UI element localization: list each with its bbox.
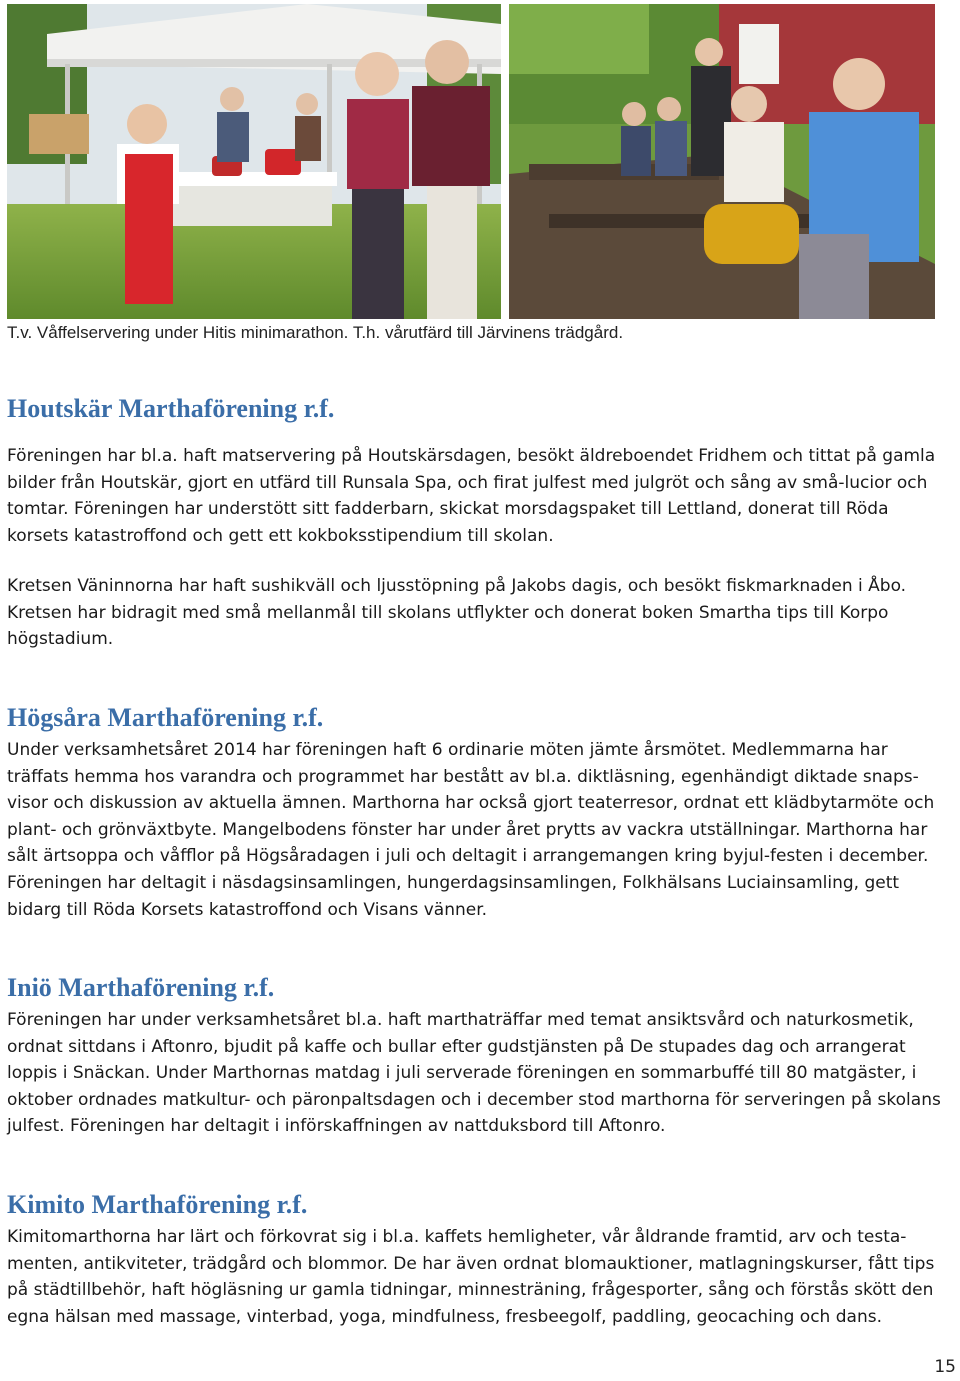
section-heading-inio: Iniö Marthaförening r.f. [7, 973, 275, 1002]
photo-caption: T.v. Våffelservering under Hitis minimarathon. T.h. vårutfärd till Järvinens trädgård. [7, 323, 624, 342]
section-heading-hogsara: Högsåra Marthaförening r.f. [7, 703, 324, 732]
photo-waffle-serving [7, 4, 501, 319]
photo-waffle-serving-illustration [7, 4, 501, 319]
paragraph-hogsara-1: Under verksamhetsåret 2014 har föreningen haft 6 ordinarie möten jämte årsmötet. Medlemmarna har träffats hemma hos varandra och programmet har bestått av bl.a. diktläsning, egenhändigt diktade snaps-visor och diskussion av aktuella ämnen. Marthorna har också gjort teaterresor, ordnat ett klädbytarmöte och plant- och grönväxtbyte. Mangelbodens fönster har under året prytts av vackra utställningar. Marthorna har sålt ärtsoppa och våfflor på Högsåradagen i juli och deltagit i arrangemangen kring byjul-festen i december. Föreningen har deltagit i näsdagsinsamlingen, hungerdagsinsamlingen, Folkhälsans Luciainsamling, gett bidarg till Röda Korsets katastroffond och Visans vänner. [7, 740, 935, 920]
paragraph-kimito-1: Kimitomarthorna har lärt och förkovrat sig i bl.a. kaffets hemligheter, vår åldrande framtid, arv och testa-menten, antikviteter, trädgård och blommor. De har även ordnat blomauktioner, matlagningskurser, fått tips på städtillbehör, haft högläsning ur gamla tidningar, minnesträning, frågesporter, sång och förstås skött den egna hälsan med massage, vinterbad, yoga, mindfulness, fresbeegolf, paddling, geocaching och dans. [7, 1227, 935, 1327]
paragraph-houtskar-2: Kretsen Väninnorna har haft sushikväll och ljusstöpning på Jakobs dagis, och besökt fiskmarknaden i Åbo. Kretsen har bidragit med små mellanmål till skolans utflykter och donerat boken Smartha tips till Korpo högstadium. [7, 576, 907, 650]
section-heading-kimito: Kimito Marthaförening r.f. [7, 1190, 308, 1219]
photo-garden-excursion-illustration [509, 4, 935, 319]
paragraph-houtskar-1: Föreningen har bl.a. haft matservering på Houtskärsdagen, besökt äldreboendet Fridhem och tittat på gamla bilder från Houtskär, gjort en utfärd till Runsala Spa, och firat julfest med julgröt och sång av små-lucior och tomtar. Föreningen har understött sitt fadderbarn, skickat morsdagspaket till Lettland, donerat till Röda korsets katastroffond och gett ett kokboksstipendium till skolan. [7, 446, 936, 546]
section-heading-houtskar: Houtskär Marthaförening r.f. [7, 394, 335, 423]
photo-garden-excursion [509, 4, 935, 319]
page-number: 15 [934, 1357, 956, 1377]
paragraph-inio-1: Föreningen har under verksamhetsåret bl.a. haft marthaträffar med temat ansiktsvård och naturkosmetik, ordnat sittdans i Aftonro, bjudit på kaffe och bullar efter gudstjänsten på De stupades dag och arrangerat loppis i Snäckan. Under Marthornas matdag i juli serverade föreningen en sommarbuffé till 80 matgäster, i oktober ordnades matkultur- och päronpaltsdagen och i december stod marthorna för serveringen på skolans julfest. Föreningen har deltagit i införskaffningen av nattduksbord till Aftonro. [7, 1010, 941, 1137]
